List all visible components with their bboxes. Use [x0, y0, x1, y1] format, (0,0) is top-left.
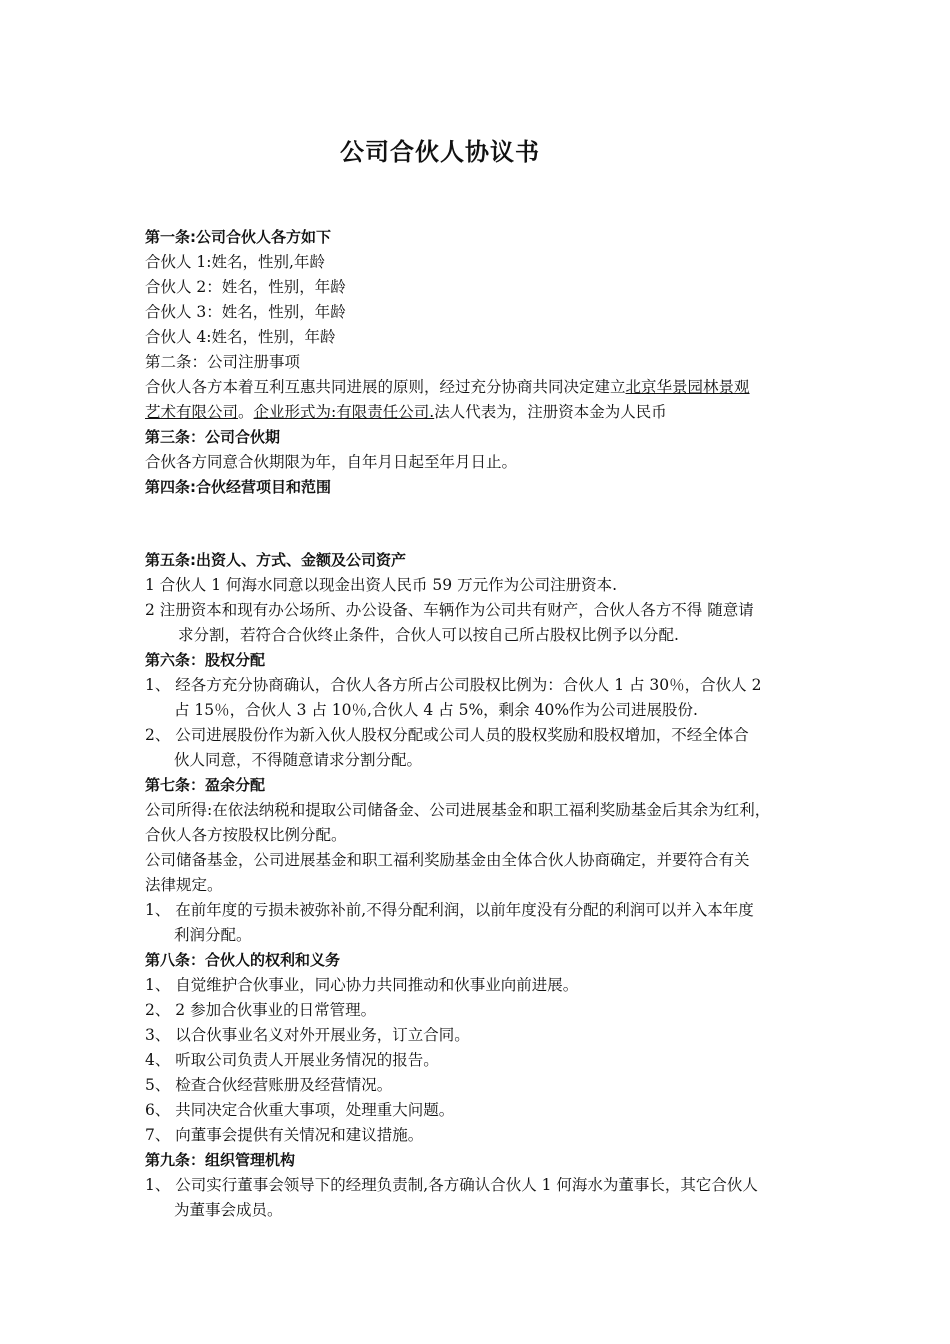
article-1-heading: 第一条:公司合伙人各方如下 — [145, 228, 331, 246]
article-5-item-2-cont: 求分割，若符合合伙终止条件，合伙人可以按自己所占股权比例予以分配. — [178, 626, 679, 644]
article-2-text: 合伙人各方本着互利互惠共同进展的原则，经过充分协商共同决定建立 — [145, 378, 626, 396]
article-7-para-2: 公司储备基金，公司进展基金和职工福利奖励基金由全体合伙人协商确定，并要符合有关 — [145, 851, 750, 869]
list-item: 2、 2 参加合伙事业的日常管理。 — [145, 1001, 377, 1019]
article-6-item-2: 2、 公司进展股份作为新入伙人股权分配或公司人员的股权奖励和股权增加，不经全体合 — [145, 726, 749, 744]
article-7-para-2-cont: 法律规定。 — [145, 876, 223, 894]
list-item: 7、 向董事会提供有关情况和建议措施。 — [145, 1126, 424, 1144]
article-7-heading: 第七条：盈余分配 — [145, 776, 266, 794]
article-9-item-1: 1、 公司实行董事会领导下的经理负责制,各方确认合伙人 1 何海水为董事长，其它合伙人 — [145, 1176, 758, 1194]
period-mark: 。 — [238, 403, 254, 421]
partner-4-line: 合伙人 4:姓名，性别，年龄 — [145, 328, 336, 346]
enterprise-form: 企业形式为:有限责任公司. — [253, 403, 435, 421]
article-2-line-1 — [145, 375, 820, 400]
document-title: 公司合伙人协议书 — [340, 138, 540, 166]
list-item: 4、 听取公司负责人开展业务情况的报告。 — [145, 1051, 439, 1069]
document-body — [145, 225, 820, 1223]
list-item: 6、 共同决定合伙重大事项，处理重大问题。 — [145, 1101, 455, 1119]
article-7-para-1-cont: 合伙人各方按股权比例分配。 — [145, 826, 347, 844]
article-8-heading: 第八条：合伙人的权利和义务 — [145, 951, 341, 969]
article-7-para-1: 公司所得:在依法纳税和提取公司储备金、公司进展基金和职工福利奖励基金后其余为红利， — [145, 801, 771, 819]
article-5-item-1: 1 合伙人 1 何海水同意以现金出资人民币 59 万元作为公司注册资本. — [145, 576, 618, 594]
legal-rep-text: 法人代表为，注册资本金为人民币 — [434, 403, 667, 421]
article-6-item-1: 1、 经各方充分协商确认，合伙人各方所占公司股权比例为：合伙人 1 占 30％，合伙人 2 — [145, 676, 762, 694]
list-item: 5、 检查合伙经营账册及经营情况。 — [145, 1076, 393, 1094]
partner-2-line: 合伙人 2：姓名，性别，年龄 — [145, 278, 346, 296]
article-7-item-1-cont: 利润分配。 — [174, 926, 252, 944]
article-9-item-1-cont: 为董事会成员。 — [174, 1201, 283, 1219]
article-3-heading: 第三条：公司合伙期 — [145, 428, 281, 446]
article-5-heading: 第五条:出资人、方式、金额及公司资产 — [145, 551, 407, 569]
article-2-heading: 第二条：公司注册事项 — [145, 353, 301, 371]
article-6-item-1-cont: 占 15％，合伙人 3 占 10％,合伙人 4 占 5%，剩余 40%作为公司进展股份. — [174, 701, 698, 719]
article-6-item-2-cont: 伙人同意，不得随意请求分割分配。 — [174, 751, 423, 769]
list-item: 3、 以合伙事业名义对外开展业务，订立合同。 — [145, 1026, 470, 1044]
article-2-line-2 — [145, 400, 820, 425]
blank-space — [145, 500, 820, 548]
article-4-heading: 第四条:合伙经营项目和范围 — [145, 478, 331, 496]
list-item: 1、 自觉维护合伙事业，同心协力共同推动和伙事业向前进展。 — [145, 976, 579, 994]
company-name-part-1: 北京华景园林景观 — [625, 378, 750, 396]
company-name-part-2: 艺术有限公司 — [145, 403, 239, 421]
article-3-text: 合伙各方同意合伙期限为年，自年月日起至年月日止。 — [145, 453, 518, 471]
article-5-item-2: 2 注册资本和现有办公场所、办公设备、车辆作为公司共有财产，合伙人各方不得 随意请 — [145, 601, 754, 619]
article-9-heading: 第九条：组织管理机构 — [145, 1151, 296, 1169]
partner-3-line: 合伙人 3：姓名，性别，年龄 — [145, 303, 346, 321]
article-6-heading: 第六条：股权分配 — [145, 651, 266, 669]
article-7-item-1: 1、 在前年度的亏损未被弥补前,不得分配利润，以前年度没有分配的利润可以并入本年度 — [145, 901, 754, 919]
partner-1-line: 合伙人 1:姓名，性别,年龄 — [145, 253, 325, 271]
